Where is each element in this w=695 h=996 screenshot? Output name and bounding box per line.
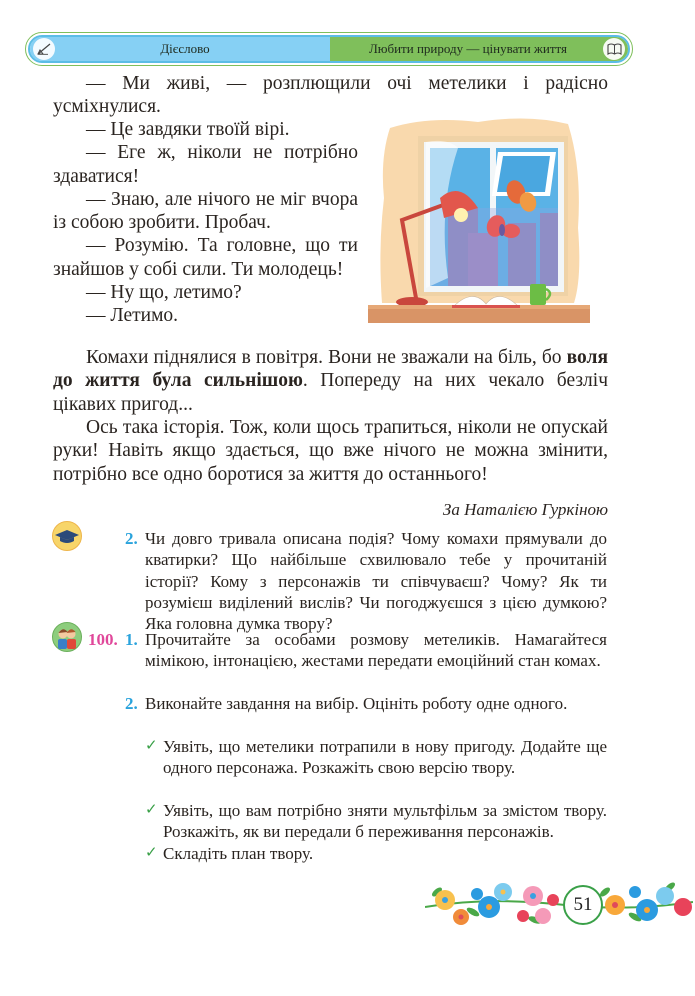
author-attribution: За Наталією Гуркіною [442,500,608,519]
checkmark-icon: ✓ [145,845,158,861]
paragraph-text: Ось така історія. Тож, коли щось трапиться, ніколи не опускай руки! Навіть якщо здається, що вже нічого не можна змінити, потрібно все одно боротися за життя до останнього! [53,417,608,485]
dialogue-line: — Ми живі, — розплющили очі метелики і радісно усміхнулися. [53,73,608,118]
paragraph-text: . Попереду на них чекало безліч цікавих пригод... [53,370,609,415]
checkmark-icon: ✓ [145,802,158,818]
exercise-number: 100. [88,630,118,649]
question-2-text: Чи довго тривала описана подія? Чому комахи прямували до кватирки? Що найбільше схвилювало тебе у прочитаній історії? Кому з персонажів ти співчуваєш? Чому? Як ти розумієш виділений вислів? Чи погоджуєшся з цією думкою? Яка головна думка твору? [145,529,607,634]
header-section-theme [330,37,628,61]
option-text: Складіть план твору. [163,844,314,863]
story-dialogue [53,118,358,328]
item-number: 2. [125,694,138,713]
exercise-100-item-1: Прочитайте за особами розмову метеликів. Намагайтеся мімікою, інтонацією, жестами передати емоційний стан комах. [145,630,607,671]
dialogue-line: — Летимо. [86,305,179,327]
dialogue-line: — Ну що, летимо? [86,282,242,304]
graduation-cap-icon [52,521,82,551]
option-item [145,736,607,779]
option-item [145,800,607,843]
dialogue-line: — Еге ж, ніколи не потрібно здаватися! [53,142,358,187]
flower-garland-decoration [425,872,693,934]
pen-writing-icon [33,38,55,60]
highlighted-phrase: воля до життя була сильнішою [53,347,608,392]
item-number: 1. [125,630,138,649]
pair-work-kids-icon [52,622,82,652]
dialogue-line: — Це завдяки твоїй вірі. [86,119,290,140]
story-paragraph-2 [53,416,608,486]
dialogue-line: — Знаю, але нічого не міг вчора із собою зробити. Пробач. [53,188,358,234]
question-number: 2. [125,529,138,548]
header-topic-label: Дієслово [160,41,210,56]
story-paragraph-1 [53,346,608,416]
window-illustration [368,108,590,328]
option-text: Уявіть, що метелики потрапили в нову пригоду. Додайте ще одного персонажа. Розкажіть свою версію твору. [163,737,607,778]
open-book-icon [603,38,625,60]
option-text: Уявіть, що вам потрібно зняти мультфільм за змістом твору. Розкажіть, як ви передали б переживання персонажів. [163,801,607,842]
header-theme-label: Любити природу — цінувати життя [368,41,568,56]
exercise-100-item-2: Виконайте завдання на вибір. Оцініть роботу одне одного. [145,694,568,713]
page-number: 51 [563,885,603,925]
checkmark-icon: ✓ [145,738,158,754]
option-item [145,843,607,864]
dialogue-line: — Розумію. Та головне, що ти знайшов у собі сили. Ти молодець! [53,235,358,280]
header-section-topic [30,37,330,61]
page-header [28,35,630,63]
paragraph-text: Комахи піднялися в повітря. Вони не зважали на біль, бо [86,347,567,368]
